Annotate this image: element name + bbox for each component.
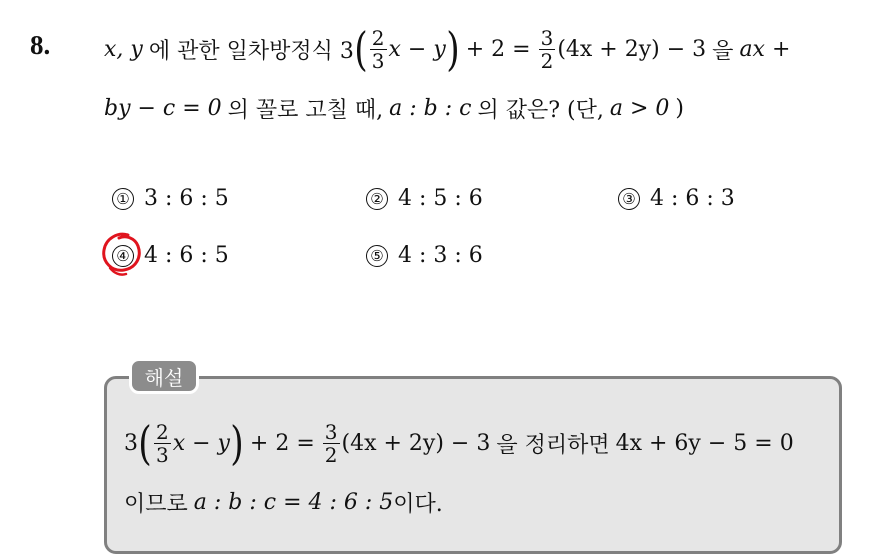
choice-3[interactable] [618,186,735,211]
question-particle: 을 [712,38,734,64]
right-paren: ) [230,416,244,470]
question-tail: ax + [739,36,791,62]
right-paren: ) [446,22,460,76]
question-line-2 [104,92,684,124]
solution-inner: x − y [172,430,230,456]
solution-text-2: 이다. [393,491,443,517]
question-vars: x, y [104,36,143,62]
choice-number-icon: ② [366,188,388,210]
question-number: 8. [30,30,51,60]
question-text: 의 꼴로 고칠 때, [227,97,384,123]
choice-value: 4 : 5 : 6 [398,186,483,211]
question-intro: 에 관한 일차방정식 3 [148,38,354,64]
solution-line-1 [124,410,794,476]
question-close: ) [675,95,685,121]
solution-result: 4x + 6y − 5 = 0 [615,430,794,456]
question-cond: a > 0 [609,95,670,121]
choice-value: 3 : 6 : 5 [144,186,229,211]
solution-line-2 [124,486,443,518]
fraction-two-thirds: $\frac{2}{3}$ [371,25,385,73]
question-line-1 [104,16,790,82]
question-rhs: (4x + 2y) − 3 [557,36,707,62]
question-ask: 의 값은? (단, [477,97,604,123]
solution-after-paren: + 2 = [249,430,315,456]
question-ratio: a : b : c [389,95,472,121]
choice-number-icon: ④ [112,245,134,267]
choice-5[interactable] [366,243,483,268]
choice-number-icon: ① [112,188,134,210]
choice-value: 4 : 6 : 3 [650,186,735,211]
choice-number-icon: ③ [618,188,640,210]
fraction-three-halves: $\frac{3}{2}$ [540,25,554,73]
left-paren: ( [354,22,368,76]
solution-ratio: a : b : c = 4 : 6 : 5 [193,489,394,515]
answer-circle-mark-icon [98,229,146,277]
left-paren: ( [138,416,152,470]
choice-2[interactable] [366,186,483,211]
question-inner: x − y [388,36,446,62]
solution-tab: 해설 [129,358,199,394]
fraction-three-halves: $\frac{3}{2}$ [324,419,338,467]
choice-number-icon: ⑤ [366,245,388,267]
solution-coef: 3 [124,430,138,456]
choice-value: 4 : 6 : 5 [144,243,229,268]
solution-text-1: 이므로 [124,491,188,517]
choice-value: 4 : 3 : 6 [398,243,483,268]
solution-text: 을 정리하면 [496,432,610,458]
question-after-paren: + 2 = [465,36,531,62]
choice-1[interactable] [112,186,229,211]
solution-rhs: (4x + 2y) − 3 [341,430,491,456]
question-expr: by − c = 0 [104,95,222,121]
fraction-two-thirds: $\frac{2}{3}$ [155,419,169,467]
